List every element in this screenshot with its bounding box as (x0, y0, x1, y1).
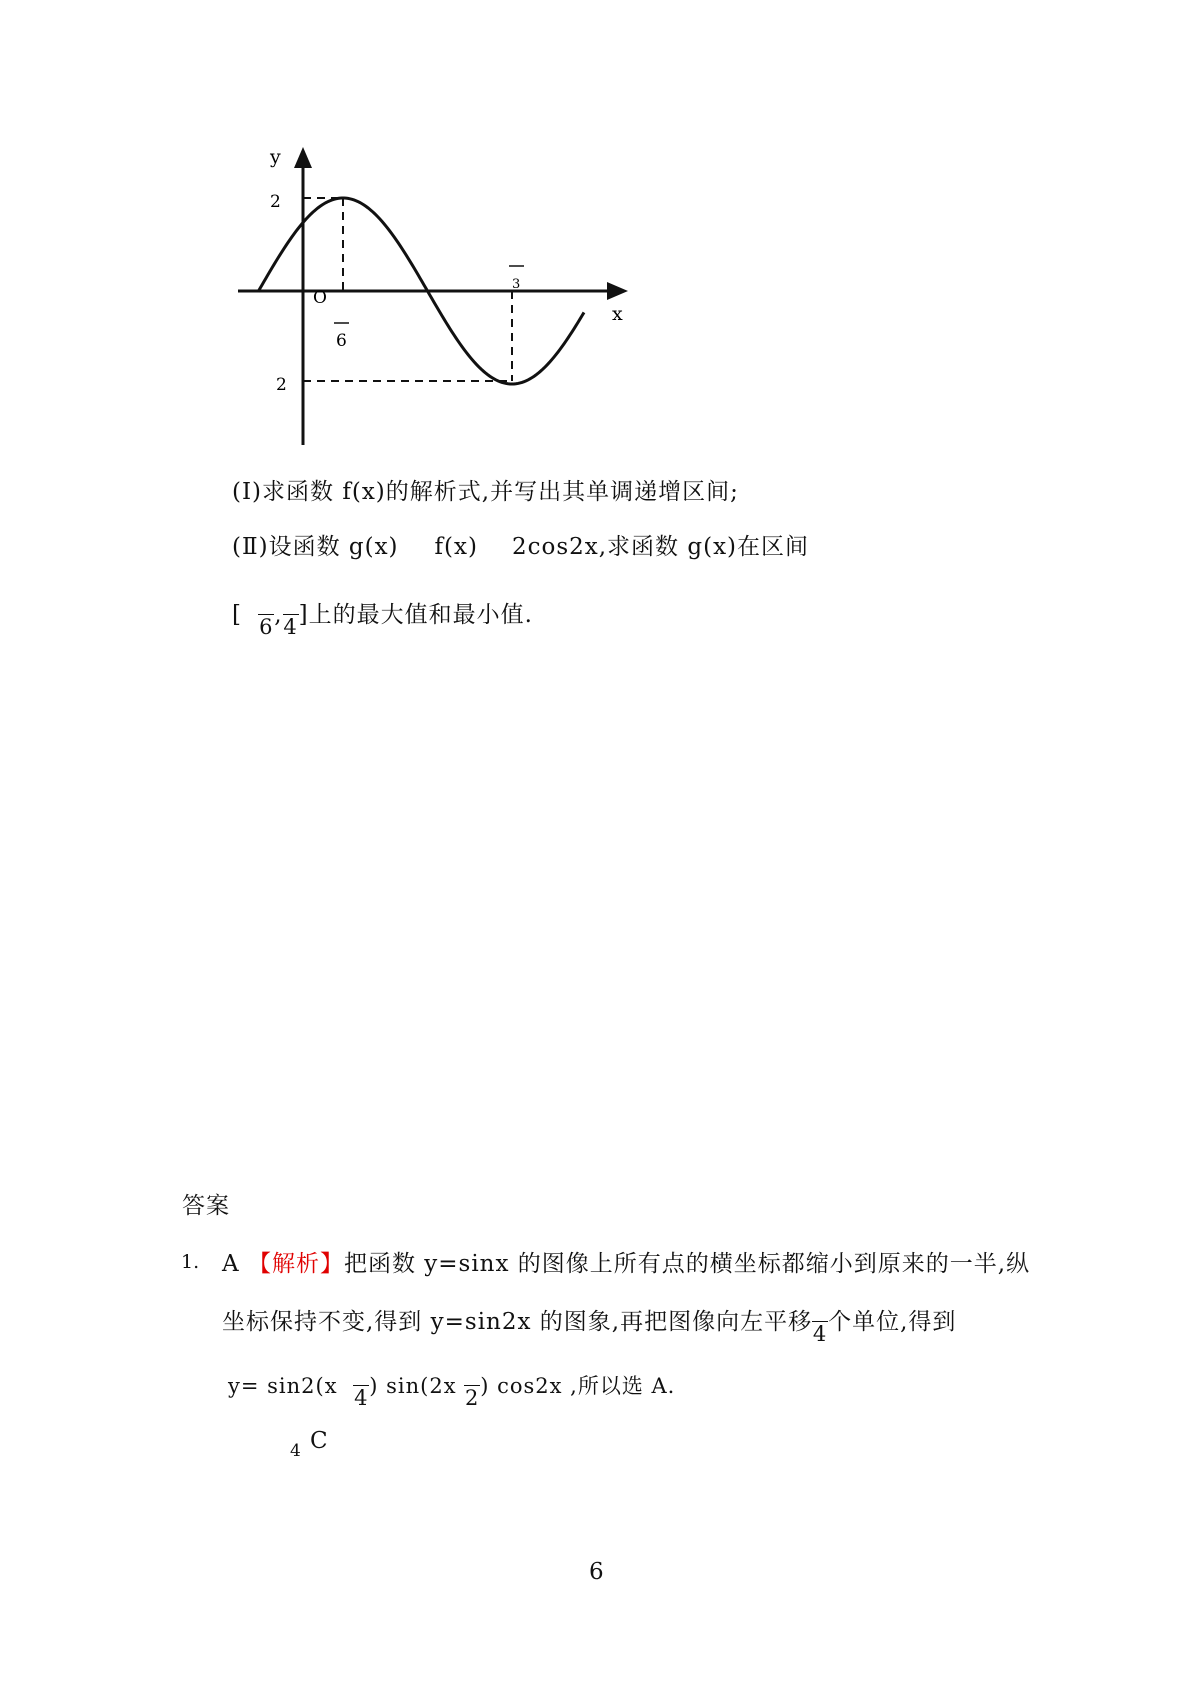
sine-graph (0, 0, 1191, 470)
interval-bracket-open: [ (232, 602, 242, 628)
part2-text-a: (Ⅱ)设函数 g(x) (232, 534, 399, 560)
answer-1-text-3c: ) cos2x ,所以选 A. (480, 1374, 676, 1398)
answer-1-text-2b: 个单位,得到 (828, 1309, 957, 1335)
page-number: 6 (589, 1559, 605, 1585)
y-min-label: 2 (276, 375, 287, 395)
formula-fraction-1 (353, 1385, 369, 1410)
answer-item-1-line-1 (222, 1245, 1030, 1278)
y-axis-arrow-icon (294, 147, 312, 168)
question-part-2 (232, 528, 809, 561)
formula-den-2: 2 (465, 1386, 480, 1410)
shift-fraction (812, 1321, 828, 1346)
formula-fraction-2 (464, 1385, 480, 1410)
interval-den-2: 4 (283, 614, 298, 639)
answer-item-1-line-2 (222, 1303, 957, 1346)
answer-1-text-1: 把函数 y=sinx 的图像上所有点的横坐标都缩小到原来的一半,纵 (343, 1251, 1031, 1277)
x-trough-denominator: 3 (512, 277, 521, 292)
y-max-label: 2 (270, 192, 281, 212)
answer-1-text-3a: y= sin2(x (228, 1374, 338, 1398)
x-axis-label: x (612, 303, 623, 325)
analysis-tag: 【解析】 (247, 1251, 344, 1277)
question-part-1: (Ⅰ)求函数 f(x)的解析式,并写出其单调递增区间; (232, 479, 739, 505)
part2-text-b: f(x) (434, 534, 478, 560)
interval-text: ]上的最大值和最小值. (298, 602, 533, 628)
part2-text-c: 2cos2x (511, 534, 599, 560)
answer-item-2-number: 4 (290, 1441, 301, 1461)
x-axis-arrow-icon (607, 282, 628, 300)
answer-1-text-2a: 坐标保持不变,得到 y=sin2x 的图象,再把图像向左平移 (222, 1309, 813, 1335)
answer-1-text-3b: ) sin(2x (369, 1374, 457, 1398)
interval-fraction-2 (283, 614, 299, 639)
interval-den-1: 6 (259, 614, 274, 639)
origin-label: O (313, 288, 327, 308)
answer-item-2-choice: C (310, 1428, 329, 1454)
part2-text-d: ,求函数 g(x)在区间 (598, 534, 810, 560)
answer-heading: 答案 (182, 1193, 230, 1219)
answer-item-1-number: 1. (181, 1251, 200, 1273)
shift-den: 4 (812, 1321, 828, 1346)
answer-item-1-line-3 (228, 1370, 676, 1410)
interval-comma: , (274, 602, 283, 628)
formula-den-1: 4 (354, 1386, 369, 1410)
interval-fraction-1 (258, 614, 274, 639)
y-axis-label: y (270, 146, 281, 168)
x-peak-denominator: 6 (336, 331, 347, 351)
question-part-3 (232, 596, 533, 639)
answer-1-choice: A (222, 1251, 240, 1277)
